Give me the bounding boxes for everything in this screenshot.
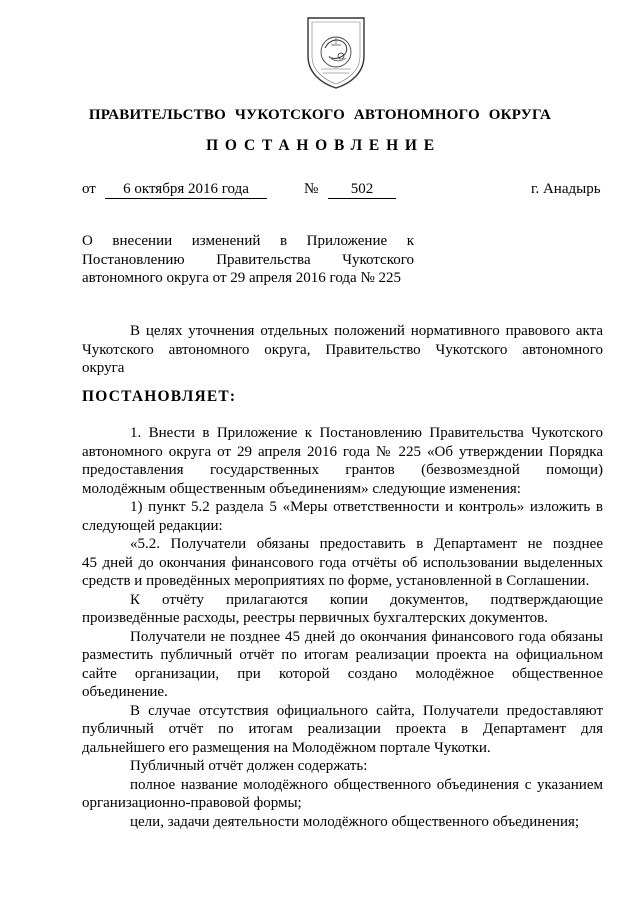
body-line: объединение. bbox=[82, 684, 168, 700]
subject-block bbox=[82, 232, 414, 288]
number-label: № bbox=[304, 181, 319, 197]
body-line: разместить публичный отчёт по итогам реализации проекта на официальном bbox=[82, 647, 603, 663]
body-line: организационно-правовой формы; bbox=[82, 795, 302, 811]
body-line: средств и проведённых мероприятиях по форме, установленной в Соглашении. bbox=[82, 573, 590, 589]
document-number: 502 bbox=[328, 181, 396, 199]
body-line: Публичный отчёт должен содержать: bbox=[130, 758, 368, 774]
body-line: «5.2. Получатели обязаны предоставить в Департамент не позднее bbox=[130, 536, 603, 552]
decree-word: ПОСТАНОВЛЯЕТ: bbox=[82, 388, 237, 405]
subject-line: Постановлению Правительства Чукотского bbox=[82, 251, 414, 268]
subject-line: О внесении изменений в Приложение к bbox=[82, 233, 414, 249]
preamble bbox=[82, 322, 603, 378]
document-number-field bbox=[328, 181, 396, 199]
body-line: публичный отчёт по итогам реализации проекта в Департамент для bbox=[82, 721, 603, 737]
body-line: автономного округа от 29 апреля 2016 года № 225 «Об утверждении Порядка bbox=[82, 443, 603, 460]
preamble-line: округа bbox=[82, 360, 125, 376]
date-from-label: от bbox=[82, 181, 96, 197]
body-line: Получатели не позднее 45 дней до окончания финансового года обязаны bbox=[130, 628, 603, 645]
city-name: г. Анадырь bbox=[531, 181, 601, 197]
government-name: ПРАВИТЕЛЬСТВО ЧУКОТСКОГО АВТОНОМНОГО ОКРУГА bbox=[88, 107, 552, 123]
body-line: 1) пункт 5.2 раздела 5 «Меры ответственности и контроль» изложить в bbox=[130, 499, 603, 515]
document-date: 6 октября 2016 года bbox=[105, 181, 267, 199]
decree-body bbox=[82, 424, 603, 831]
coat-of-arms-emblem bbox=[303, 14, 369, 90]
preamble-line: В целях уточнения отдельных положений нормативного правового акта bbox=[130, 323, 603, 339]
subject-line: автономного округа от 29 апреля 2016 года № 225 bbox=[82, 270, 401, 286]
body-line: дальнейшего его размещения на Молодёжном портале Чукотки. bbox=[82, 739, 491, 756]
body-line: В случае отсутствия официального сайта, Получатели предоставляют bbox=[130, 702, 603, 719]
body-line: цели, задачи деятельности молодёжного общественного объединения; bbox=[130, 813, 580, 830]
body-line: 1. Внести в Приложение к Постановлению Правительства Чукотского bbox=[130, 425, 603, 441]
document-type-title: ПОСТАНОВЛЕНИЕ bbox=[206, 137, 441, 154]
body-line: произведённые расходы, реестры первичных бухгалтерских документов. bbox=[82, 610, 548, 626]
body-line: 45 дней до окончания финансового года отчёты об использовании выделенных bbox=[82, 554, 603, 571]
body-line: К отчёту прилагаются копии документов, подтверждающие bbox=[130, 591, 603, 608]
preamble-line: Чукотского автономного округа, Правительство Чукотского автономного bbox=[82, 341, 603, 358]
body-line: молодёжным общественным объединениям» следующие изменения: bbox=[82, 480, 521, 497]
body-line: полное название молодёжного общественного объединения с указанием bbox=[130, 776, 603, 793]
body-line: следующей редакции: bbox=[82, 517, 223, 534]
body-line: предоставления государственных грантов (безвозмездной помощи) bbox=[82, 462, 603, 478]
document-date-field bbox=[105, 181, 267, 199]
body-line: сайте организации, при которой создано молодёжное общественное bbox=[82, 665, 603, 682]
